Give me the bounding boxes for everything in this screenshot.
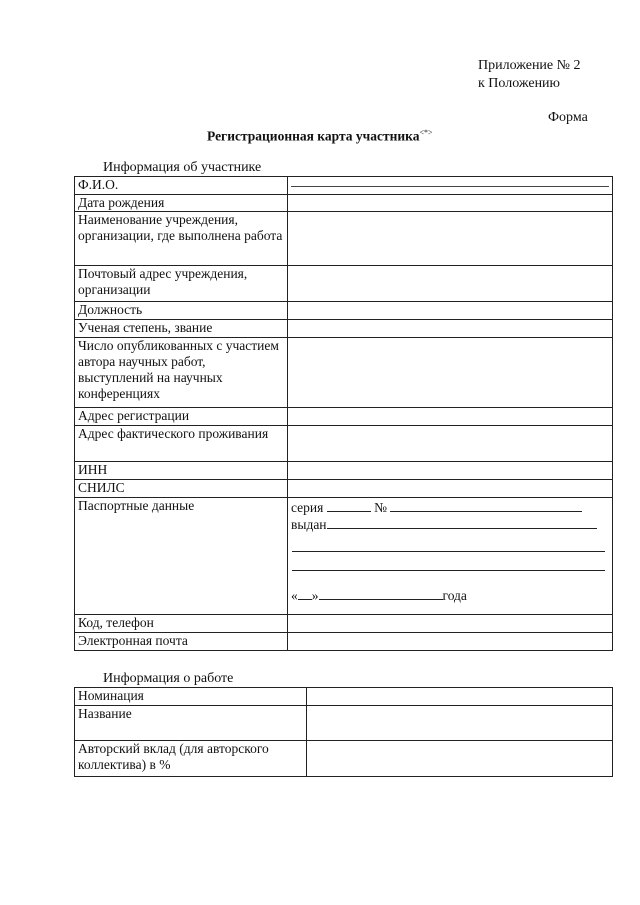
table-row bbox=[75, 266, 613, 302]
table-row bbox=[75, 212, 613, 266]
actual-address-field[interactable] bbox=[288, 426, 613, 462]
date-close-quote: » bbox=[311, 588, 319, 603]
row-label-registration-address: Адрес регистрации bbox=[75, 408, 288, 426]
table-row bbox=[75, 615, 613, 633]
row-label-actual-address: Адрес фактического проживания bbox=[75, 426, 288, 462]
table-row bbox=[75, 498, 613, 615]
birth-date-field[interactable] bbox=[288, 195, 613, 212]
row-label-snils: СНИЛС bbox=[75, 480, 288, 498]
full-name-field[interactable] bbox=[288, 177, 613, 195]
inn-field[interactable] bbox=[288, 462, 613, 480]
row-label-position: Должность bbox=[75, 302, 288, 320]
row-label-author-contribution: Авторский вклад (для авторского коллектива) в % bbox=[75, 741, 307, 777]
form-label: Форма bbox=[548, 110, 588, 125]
date-open-quote: « bbox=[291, 588, 298, 603]
email-field[interactable] bbox=[288, 633, 613, 651]
table-row bbox=[75, 741, 613, 777]
participant-section-caption: Информация об участнике bbox=[103, 160, 262, 175]
row-label-birth-date: Дата рождения bbox=[75, 195, 288, 212]
row-label-inn: ИНН bbox=[75, 462, 288, 480]
passport-month-year-input[interactable] bbox=[319, 587, 443, 600]
publications-field[interactable] bbox=[288, 338, 613, 408]
title-text: Регистрационная карта участника bbox=[207, 128, 420, 144]
passport-issued-line bbox=[291, 516, 609, 533]
passport-date-line bbox=[291, 587, 609, 604]
work-section-caption: Информация о работе bbox=[103, 671, 234, 686]
passport-series-label: серия bbox=[291, 500, 324, 515]
appendix-line-2: к Положению bbox=[478, 76, 561, 91]
table-row bbox=[75, 408, 613, 426]
passport-day-input[interactable] bbox=[298, 587, 312, 600]
phone-field[interactable] bbox=[288, 615, 613, 633]
work-info-table bbox=[74, 687, 613, 777]
row-label-phone: Код, телефон bbox=[75, 615, 288, 633]
passport-issued-input[interactable] bbox=[327, 516, 597, 529]
table-row bbox=[75, 338, 613, 408]
table-row bbox=[75, 706, 613, 741]
table-row bbox=[75, 426, 613, 462]
appendix-reference bbox=[478, 57, 581, 93]
table-row bbox=[75, 633, 613, 651]
table-row bbox=[75, 320, 613, 338]
passport-issued-extra-line[interactable] bbox=[292, 569, 605, 571]
table-row bbox=[75, 177, 613, 195]
snils-field[interactable] bbox=[288, 480, 613, 498]
document-title bbox=[207, 124, 433, 146]
passport-number-label: № bbox=[374, 500, 387, 515]
row-label-publications: Число опубликованных с участием автора научных работ, выступлений на научных конференциях bbox=[75, 338, 288, 408]
table-row bbox=[75, 480, 613, 498]
institution-field[interactable] bbox=[288, 212, 613, 266]
row-label-institution: Наименование учреждения, организации, где выполнена работа bbox=[75, 212, 288, 266]
passport-issued-extra-line[interactable] bbox=[292, 550, 605, 552]
table-row bbox=[75, 462, 613, 480]
table-row bbox=[75, 302, 613, 320]
row-label-email: Электронная почта bbox=[75, 633, 288, 651]
passport-number-input[interactable] bbox=[390, 499, 582, 512]
row-label-degree: Ученая степень, звание bbox=[75, 320, 288, 338]
position-field[interactable] bbox=[288, 302, 613, 320]
passport-block bbox=[288, 498, 613, 615]
appendix-line-1: Приложение № 2 bbox=[478, 58, 581, 73]
postal-address-field[interactable] bbox=[288, 266, 613, 302]
author-contribution-field[interactable] bbox=[307, 741, 613, 777]
passport-year-label: года bbox=[442, 588, 467, 603]
title-footnote-mark: <*> bbox=[419, 128, 433, 137]
row-label-work-title: Название bbox=[75, 706, 307, 741]
passport-series-number-line bbox=[291, 499, 609, 516]
table-row bbox=[75, 688, 613, 706]
table-row bbox=[75, 195, 613, 212]
nomination-field[interactable] bbox=[307, 688, 613, 706]
row-label-postal-address: Почтовый адрес учреждения, организации bbox=[75, 266, 288, 302]
participant-info-table bbox=[74, 176, 613, 651]
degree-field[interactable] bbox=[288, 320, 613, 338]
passport-issued-label: выдан bbox=[291, 517, 327, 532]
row-label-full-name: Ф.И.О. bbox=[75, 177, 288, 195]
work-title-field[interactable] bbox=[307, 706, 613, 741]
passport-series-input[interactable] bbox=[327, 499, 371, 512]
row-label-nomination: Номинация bbox=[75, 688, 307, 706]
row-label-passport: Паспортные данные bbox=[75, 498, 288, 615]
registration-address-field[interactable] bbox=[288, 408, 613, 426]
